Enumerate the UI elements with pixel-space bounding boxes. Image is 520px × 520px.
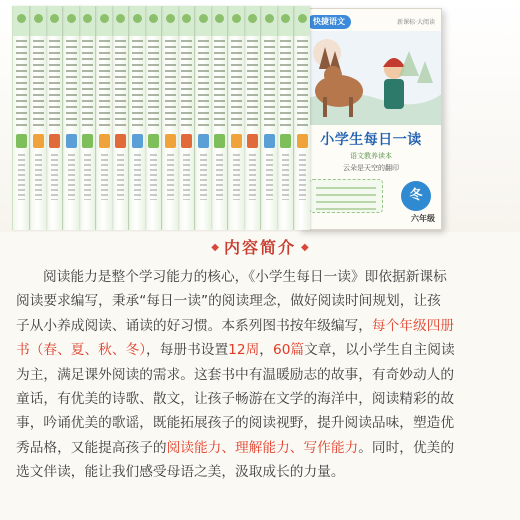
book-spine: [227, 6, 244, 230]
highlight-text: 阅读能力、理解能力、写作能力: [166, 439, 359, 456]
intro-line: 阅读要求编写，秉承“每日一读”的阅读理念，做好阅读时间规划，让孩: [16, 293, 441, 310]
book-spine: [144, 6, 161, 230]
book-spine: [243, 6, 260, 230]
cover-title: 小学生每日一读: [320, 132, 422, 148]
book-spine: [194, 6, 211, 230]
highlight-text: 60篇: [272, 342, 305, 359]
section-title: 内容简介: [223, 238, 296, 257]
book-spine: [78, 6, 95, 230]
highlight-text: 每个年级四册: [371, 317, 455, 334]
section-heading: [0, 236, 520, 260]
intro-line: 子从小养成阅读、诵读的好习惯。本系列图书按年级编写，每个年级四册: [16, 317, 455, 334]
intro-line: 阅读能力是整个学习能力的核心，《小学生每日一读》即依据新课标: [43, 269, 447, 285]
book-cover: [298, 8, 442, 230]
intro-line: 书（春、夏、秋、冬），每册书设置12周，60篇文章，以小学生自主阅读: [16, 342, 455, 359]
book-spine: [95, 6, 112, 230]
cover-feature-box: [309, 179, 383, 213]
book-spine: [29, 6, 46, 230]
highlight-text: 12周: [228, 342, 260, 359]
intro-line: 为主，满足课外阅读的需求。这套书中有温暖励志的故事，有奇妙动人的: [16, 366, 455, 383]
book-spine: [62, 6, 79, 230]
book-spine: [12, 6, 29, 230]
intro-line: 事，吟诵优美的歌谣，既能拓展孩子的阅读视野，提升阅读品味，塑造优: [16, 415, 455, 432]
intro-line: 选文伴读，能让我们感受母语之美，汲取成长的力量。: [16, 464, 345, 481]
intro-paragraph: [16, 265, 508, 485]
grade-label: 六年级: [411, 214, 435, 223]
cover-illustration: [299, 31, 442, 125]
highlight-text: 书（春、夏、秋、冬）: [16, 342, 147, 359]
book-spine: [128, 6, 145, 230]
cover-tagline: 云朵是天空的翻印: [343, 164, 399, 172]
cover-top-note: 新课标·大阅读: [397, 19, 435, 26]
season-badge: 冬: [401, 181, 431, 211]
cover-subtitle: 语文教养读本: [350, 152, 392, 160]
book-spine: [161, 6, 178, 230]
diamond-left-icon: ◆: [211, 242, 219, 253]
book-spine: [45, 6, 62, 230]
book-spine: [177, 6, 194, 230]
book-spine: [293, 6, 310, 230]
book-spine: [111, 6, 128, 230]
book-spine: [276, 6, 293, 230]
book-set-photo: [0, 0, 520, 232]
diamond-right-icon: ◆: [301, 242, 309, 253]
intro-line: 秀品格，又能提高孩子的阅读能力、理解能力、写作能力。同时，优美的: [16, 439, 455, 456]
book-spines: [12, 6, 312, 230]
book-spine: [210, 6, 227, 230]
cover-brand-logo: 快捷语文: [307, 15, 351, 29]
intro-line: 童话，有优美的诗歌、散文，让孩子畅游在文学的海洋中，阅读精彩的故: [16, 391, 455, 408]
book-spine: [260, 6, 277, 230]
